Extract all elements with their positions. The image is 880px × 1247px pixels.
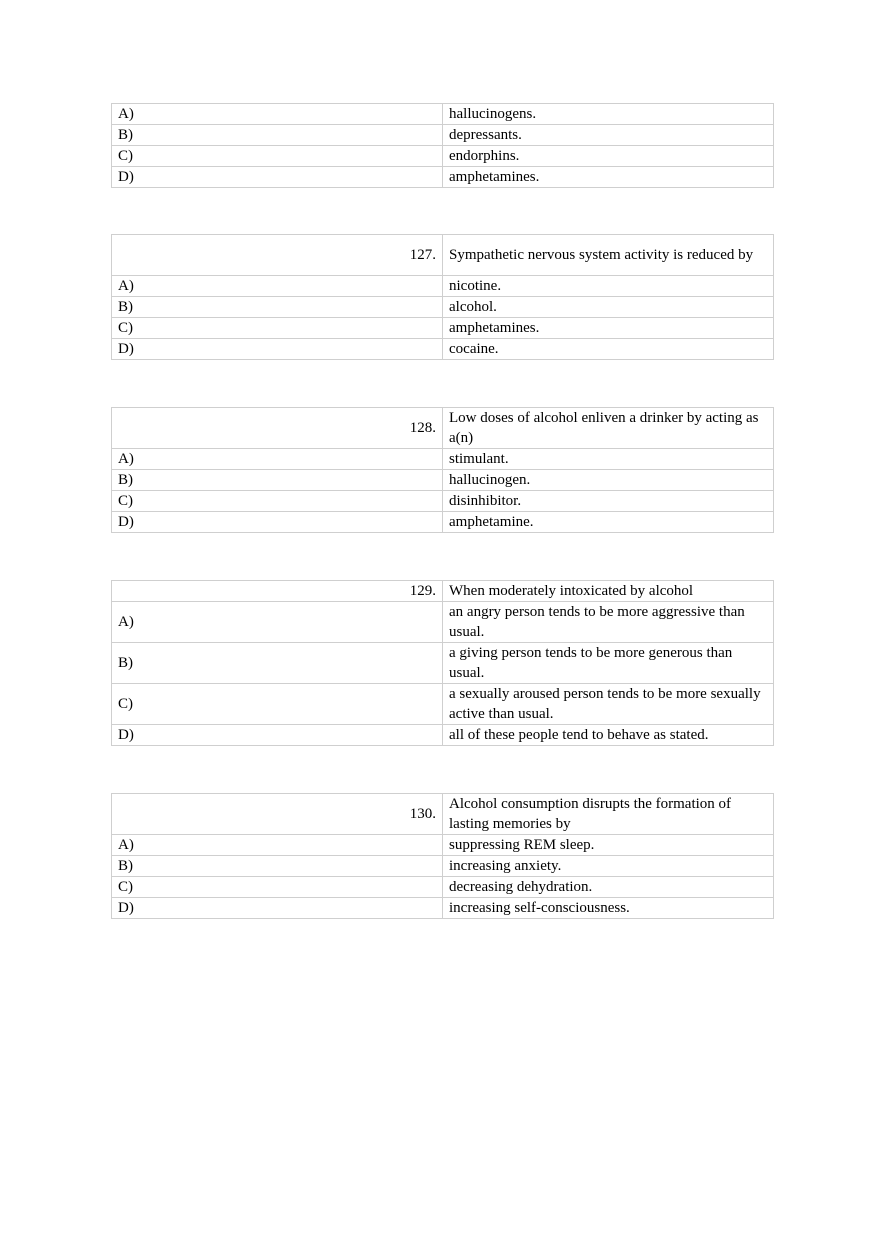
question-number: 129.: [112, 581, 443, 602]
option-row: [112, 512, 774, 533]
question-127-table: [111, 234, 774, 360]
option-row: [112, 167, 774, 188]
option-letter: B): [112, 125, 443, 146]
option-row: [112, 104, 774, 125]
question-126-table: [111, 103, 774, 188]
option-letter: B): [112, 297, 443, 318]
option-text: hallucinogens.: [443, 104, 774, 125]
option-letter: D): [112, 167, 443, 188]
question-number: 128.: [112, 408, 443, 449]
question-130-table: [111, 793, 774, 919]
option-text: a giving person tends to be more generous than usual.: [443, 643, 774, 684]
question-number: 127.: [112, 235, 443, 276]
option-letter: B): [112, 643, 443, 684]
option-text: stimulant.: [443, 449, 774, 470]
option-row: [112, 602, 774, 643]
option-text: a sexually aroused person tends to be more sexually active than usual.: [443, 684, 774, 725]
option-row: [112, 297, 774, 318]
option-row: [112, 276, 774, 297]
question-stem-row: [112, 408, 774, 449]
option-row: [112, 491, 774, 512]
option-letter: A): [112, 449, 443, 470]
option-letter: B): [112, 470, 443, 491]
question-stem-row: [112, 235, 774, 276]
option-text: all of these people tend to behave as stated.: [443, 725, 774, 746]
question-stem: Low doses of alcohol enliven a drinker by acting as a(n): [443, 408, 774, 449]
option-text: an angry person tends to be more aggressive than usual.: [443, 602, 774, 643]
option-letter: C): [112, 491, 443, 512]
option-letter: A): [112, 602, 443, 643]
option-text: amphetamines.: [443, 318, 774, 339]
question-number: 130.: [112, 794, 443, 835]
option-letter: D): [112, 725, 443, 746]
option-text: disinhibitor.: [443, 491, 774, 512]
option-letter: D): [112, 898, 443, 919]
option-letter: C): [112, 146, 443, 167]
question-stem: Sympathetic nervous system activity is reduced by: [443, 235, 774, 276]
question-stem-row: [112, 581, 774, 602]
question-128-table: [111, 407, 774, 533]
option-row: [112, 470, 774, 491]
option-letter: C): [112, 877, 443, 898]
question-stem: When moderately intoxicated by alcohol: [443, 581, 774, 602]
option-row: [112, 725, 774, 746]
option-row: [112, 856, 774, 877]
option-text: increasing self-consciousness.: [443, 898, 774, 919]
option-letter: D): [112, 512, 443, 533]
option-letter: D): [112, 339, 443, 360]
option-row: [112, 877, 774, 898]
option-text: nicotine.: [443, 276, 774, 297]
option-row: [112, 449, 774, 470]
question-129-table: [111, 580, 774, 746]
option-text: decreasing dehydration.: [443, 877, 774, 898]
option-letter: C): [112, 318, 443, 339]
option-row: [112, 339, 774, 360]
option-row: [112, 835, 774, 856]
option-letter: C): [112, 684, 443, 725]
option-text: cocaine.: [443, 339, 774, 360]
question-stem: Alcohol consumption disrupts the formation of lasting memories by: [443, 794, 774, 835]
option-letter: A): [112, 276, 443, 297]
option-text: alcohol.: [443, 297, 774, 318]
option-row: [112, 684, 774, 725]
option-text: endorphins.: [443, 146, 774, 167]
option-row: [112, 146, 774, 167]
option-letter: A): [112, 104, 443, 125]
option-text: amphetamines.: [443, 167, 774, 188]
question-stem-row: [112, 794, 774, 835]
option-text: suppressing REM sleep.: [443, 835, 774, 856]
option-letter: B): [112, 856, 443, 877]
option-letter: A): [112, 835, 443, 856]
option-row: [112, 318, 774, 339]
option-row: [112, 125, 774, 146]
option-text: increasing anxiety.: [443, 856, 774, 877]
option-text: hallucinogen.: [443, 470, 774, 491]
option-text: depressants.: [443, 125, 774, 146]
option-row: [112, 898, 774, 919]
option-text: amphetamine.: [443, 512, 774, 533]
option-row: [112, 643, 774, 684]
